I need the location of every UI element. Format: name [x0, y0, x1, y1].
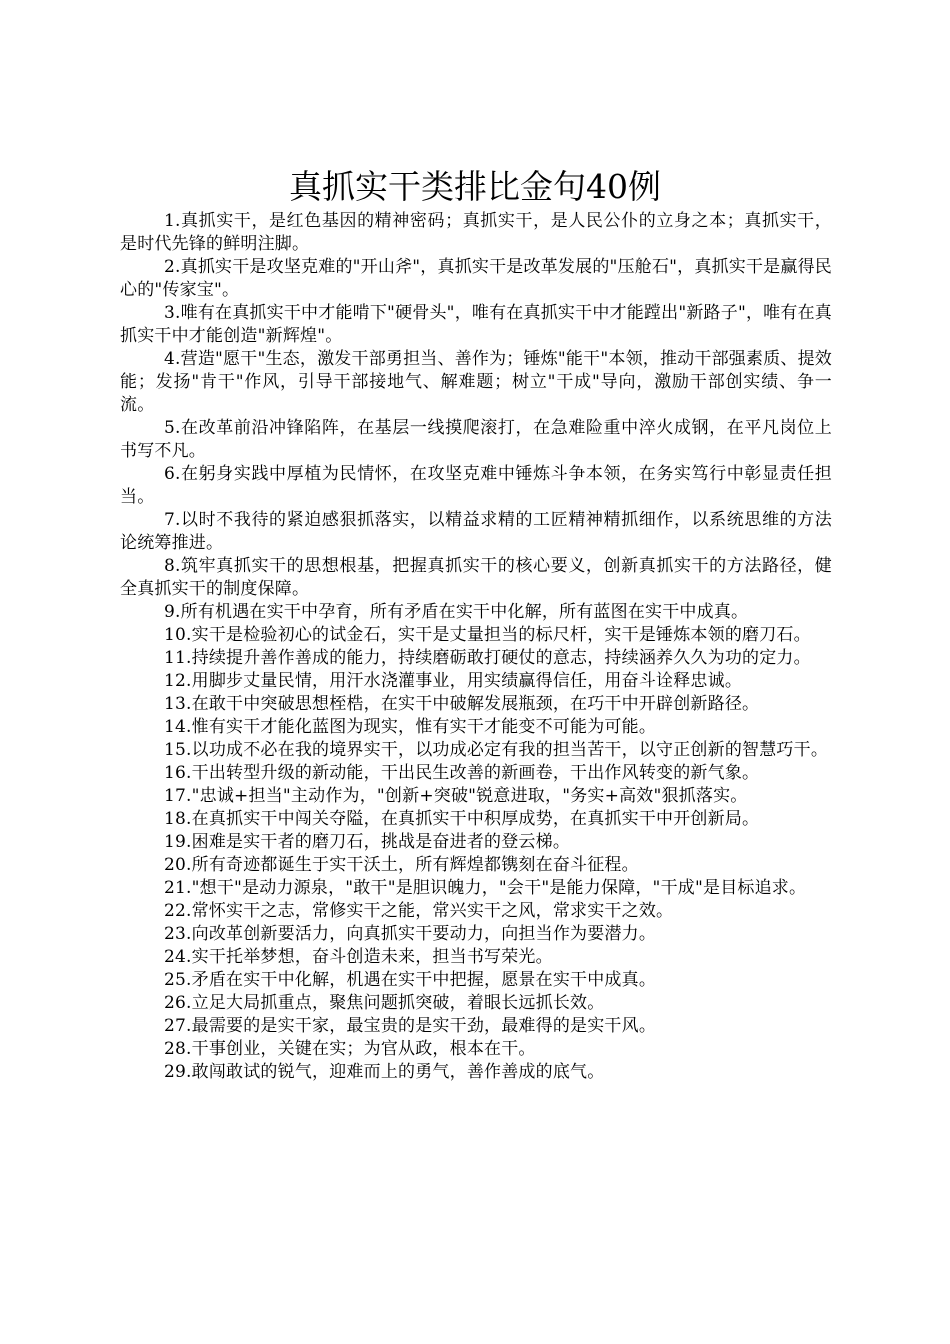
- list-item: 28.干事创业，关键在实；为官从政，根本在干。: [164, 1039, 536, 1059]
- list-item: 15.以功成不必在我的境界实干，以功成必定有我的担当苦干，以守正创新的智慧巧干。: [164, 740, 829, 760]
- list-item: 1.真抓实干，是红色基因的精神密码；真抓实干，是人民公仆的立身之本；真抓实干，是时代先锋的鲜明注脚。: [120, 211, 832, 254]
- document-title: 真抓实干类排比金句40例: [289, 167, 661, 206]
- list-item: 26.立足大局抓重点，聚焦问题抓突破，着眼长远抓长效。: [164, 993, 605, 1013]
- list-item: 4.营造"愿干"生态，激发干部勇担当、善作为；锤炼"能干"本领，推动干部强素质、提效能；发扬"肯干"作风，引导干部接地气、解难题；树立"干成"导向，激励干部创实绩、争一流。: [120, 349, 832, 415]
- list-item: 6.在躬身实践中厚植为民情怀，在攻坚克难中锤炼斗争本领，在务实笃行中彰显责任担当。: [120, 464, 832, 507]
- list-item: 19.困难是实干者的磨刀石，挑战是奋进者的登云梯。: [164, 832, 571, 852]
- list-item: 25.矛盾在实干中化解，机遇在实干中把握，愿景在实干中成真。: [164, 970, 657, 990]
- list-item: 24.实干托举梦想，奋斗创造未来，担当书写荣光。: [164, 947, 553, 967]
- list-item: 21."想干"是动力源泉，"敢干"是胆识魄力，"会干"是能力保障，"干成"是目标追求。: [164, 878, 807, 898]
- list-item: 9.所有机遇在实干中孕育，所有矛盾在实干中化解，所有蓝图在实干中成真。: [164, 602, 749, 622]
- list-item: 17."忠诚+担当"主动作为，"创新+突破"锐意进取，"务实+高效"狠抓落实。: [164, 786, 748, 806]
- list-item: 11.持续提升善作善成的能力，持续磨砺敢打硬仗的意志，持续涵养久久为功的定力。: [164, 648, 811, 668]
- list-item: 20.所有奇迹都诞生于实干沃土，所有辉煌都镌刻在奋斗征程。: [164, 855, 639, 875]
- list-item: 10.实干是检验初心的试金石，实干是丈量担当的标尺杆，实干是锤炼本领的磨刀石。: [164, 625, 811, 645]
- document-body: [120, 210, 832, 1084]
- list-item: 2.真抓实干是攻坚克难的"开山斧"，真抓实干是改革发展的"压舱石"，真抓实干是赢得民心的"传家宝"。: [120, 257, 832, 300]
- list-item: 13.在敢干中突破思想桎梏，在实干中破解发展瓶颈，在巧干中开辟创新路径。: [164, 694, 760, 714]
- list-item: 23.向改革创新要活力，向真抓实干要动力，向担当作为要潜力。: [164, 924, 657, 944]
- list-item: 8.筑牢真抓实干的思想根基，把握真抓实干的核心要义，创新真抓实干的方法路径，健全真抓实干的制度保障。: [120, 556, 832, 599]
- list-item: 7.以时不我待的紧迫感狠抓落实，以精益求精的工匠精神精抓细作，以系统思维的方法论统筹推进。: [120, 510, 832, 553]
- list-item: 12.用脚步丈量民情，用汗水浇灌事业，用实绩赢得信任，用奋斗诠释忠诚。: [164, 671, 743, 691]
- list-item: 5.在改革前沿冲锋陷阵，在基层一线摸爬滚打，在急难险重中淬火成钢，在平凡岗位上书写不凡。: [120, 418, 832, 461]
- list-item: 18.在真抓实干中闯关夺隘，在真抓实干中积厚成势，在真抓实干中开创新局。: [164, 809, 760, 829]
- list-item: 22.常怀实干之志，常修实干之能，常兴实干之风，常求实干之效。: [164, 901, 674, 921]
- list-item: 3.唯有在真抓实干中才能啃下"硬骨头"，唯有在真抓实干中才能蹚出"新路子"，唯有在真抓实干中才能创造"新辉煌"。: [120, 303, 832, 346]
- list-item: 16.干出转型升级的新动能，干出民生改善的新画卷，干出作风转变的新气象。: [164, 763, 760, 783]
- list-item: 14.惟有实干才能化蓝图为现实，惟有实干才能变不可能为可能。: [164, 717, 657, 737]
- list-item: 29.敢闯敢试的锐气，迎难而上的勇气，善作善成的底气。: [164, 1062, 605, 1082]
- list-item: 27.最需要的是实干家，最宝贵的是实干劲，最难得的是实干风。: [164, 1016, 657, 1036]
